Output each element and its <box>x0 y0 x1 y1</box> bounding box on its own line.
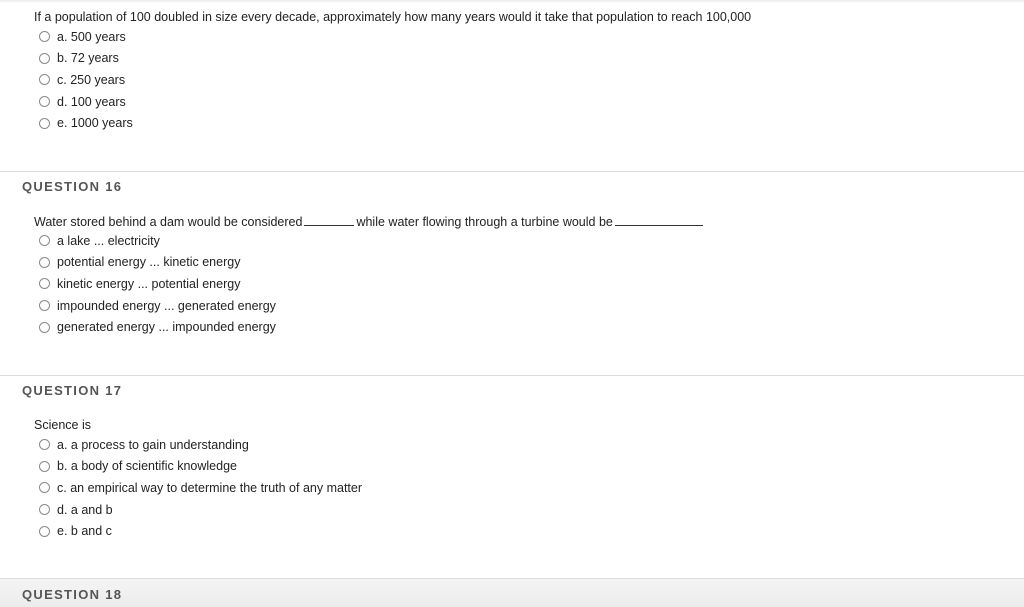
radio-button[interactable] <box>39 53 50 64</box>
question-17-option-a[interactable] <box>39 434 362 456</box>
option-label: impounded energy ... generated energy <box>57 298 276 313</box>
question-15-option-c[interactable] <box>39 69 133 91</box>
question-15-option-e[interactable] <box>39 112 133 134</box>
question-17-option-c[interactable] <box>39 477 362 499</box>
radio-button[interactable] <box>39 74 50 85</box>
question-15-option-d[interactable] <box>39 91 133 113</box>
question-17-option-d[interactable] <box>39 499 362 521</box>
question-16-option-4[interactable] <box>39 295 276 317</box>
question-16-text-part1: Water stored behind a dam would be considered <box>34 215 303 229</box>
blank-line <box>304 213 354 226</box>
radio-button[interactable] <box>39 300 50 311</box>
option-label: a lake ... electricity <box>57 233 160 248</box>
question-16-options <box>39 230 276 338</box>
option-label: c. 250 years <box>57 72 126 87</box>
question-18-section <box>0 578 1024 607</box>
question-divider <box>0 375 1024 376</box>
question-17-option-e[interactable] <box>39 520 362 542</box>
radio-button[interactable] <box>39 526 50 537</box>
question-16-option-2[interactable] <box>39 252 276 274</box>
option-label: a. 500 years <box>57 29 126 44</box>
question-17-option-b[interactable] <box>39 456 362 478</box>
option-label: a. a process to gain understanding <box>57 437 249 452</box>
radio-button[interactable] <box>39 439 50 450</box>
radio-button[interactable] <box>39 322 50 333</box>
question-16-option-1[interactable] <box>39 230 276 252</box>
radio-button[interactable] <box>39 96 50 107</box>
radio-button[interactable] <box>39 504 50 515</box>
question-16-option-5[interactable] <box>39 316 276 338</box>
radio-button[interactable] <box>39 257 50 268</box>
radio-button[interactable] <box>39 461 50 472</box>
option-label: d. a and b <box>57 502 113 517</box>
radio-button[interactable] <box>39 118 50 129</box>
radio-button[interactable] <box>39 235 50 246</box>
question-15-text: If a population of 100 doubled in size every decade, approximately how many years would it take that population to reach 100,000 <box>34 10 752 24</box>
radio-button[interactable] <box>39 31 50 42</box>
option-label: e. 1000 years <box>57 116 133 131</box>
option-label: potential energy ... kinetic energy <box>57 255 241 270</box>
question-15-options <box>39 26 133 134</box>
option-label: d. 100 years <box>57 94 126 109</box>
question-17-options <box>39 434 362 542</box>
option-label: c. an empirical way to determine the truth of any matter <box>57 480 362 495</box>
radio-button[interactable] <box>39 278 50 289</box>
option-label: kinetic energy ... potential energy <box>57 276 241 291</box>
radio-button[interactable] <box>39 482 50 493</box>
question-16-header: QUESTION 16 <box>22 179 123 194</box>
blank-line <box>615 213 703 226</box>
question-16-option-3[interactable] <box>39 273 276 295</box>
option-label: generated energy ... impounded energy <box>57 320 276 335</box>
question-17-header: QUESTION 17 <box>22 383 123 398</box>
question-18-header: QUESTION 18 <box>22 587 123 602</box>
option-label: b. 72 years <box>57 51 119 66</box>
top-edge <box>0 0 1024 3</box>
question-15-option-b[interactable] <box>39 48 133 70</box>
option-label: e. b and c <box>57 524 112 539</box>
question-15-option-a[interactable] <box>39 26 133 48</box>
question-16-text <box>34 213 705 230</box>
option-label: b. a body of scientific knowledge <box>57 459 237 474</box>
question-16-text-part2: while water flowing through a turbine would be <box>356 215 613 229</box>
question-divider <box>0 171 1024 172</box>
question-17-text: Science is <box>34 418 91 432</box>
